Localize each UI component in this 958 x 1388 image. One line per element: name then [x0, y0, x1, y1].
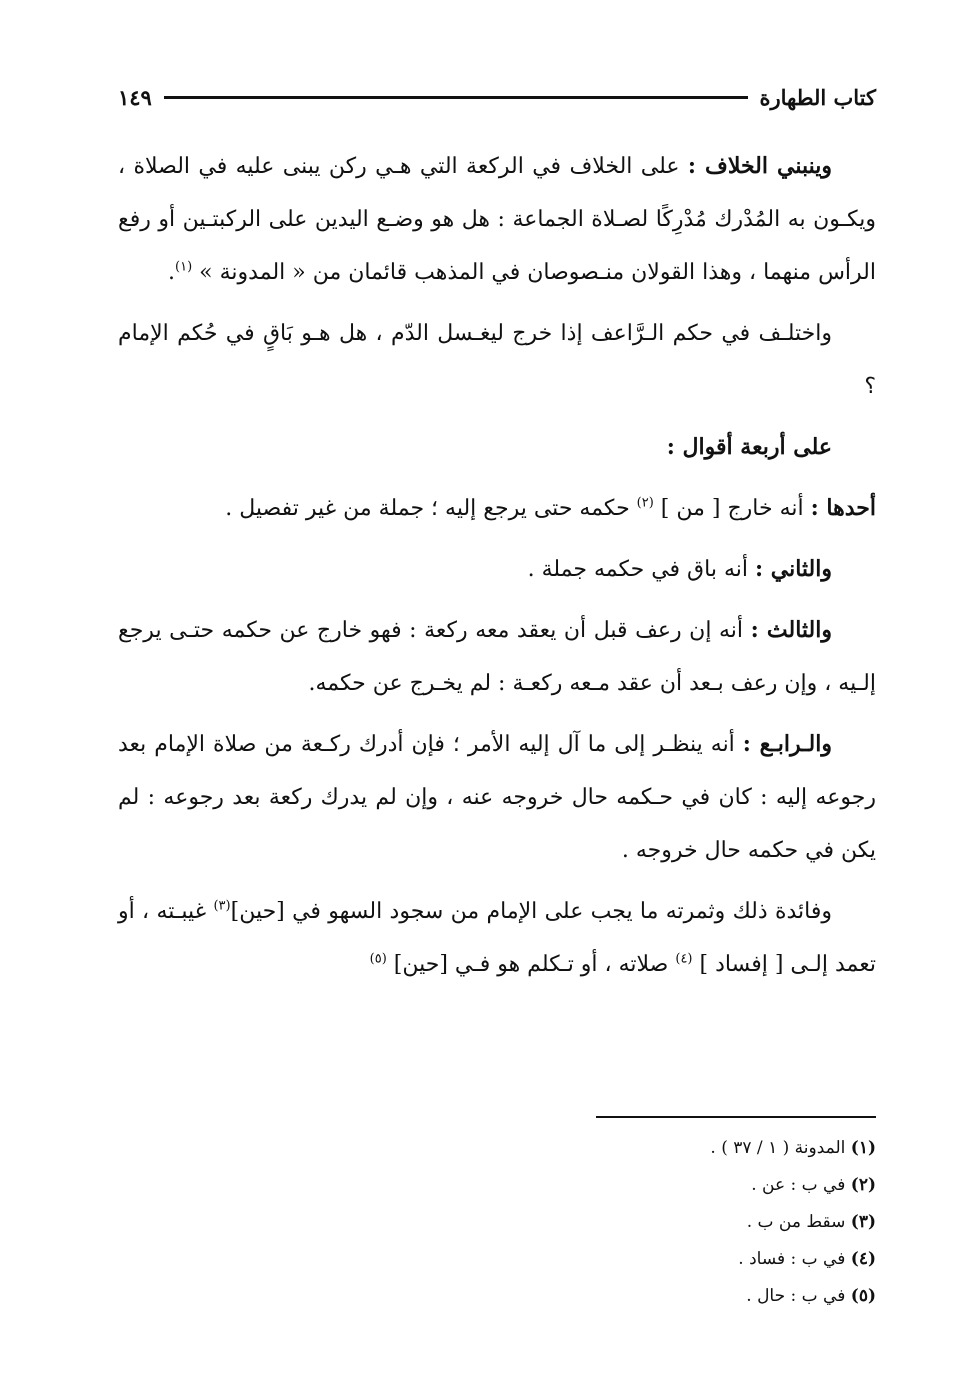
footnote-number: (١): [850, 1138, 876, 1158]
paragraph-text: واختلـف في حكم الـرَّاعف إذا خرج ليغـسل الدّم ، هل هـو بَاقٍ في حُكم الإمام ؟: [118, 321, 876, 399]
footnote-number: (٢): [850, 1175, 876, 1195]
footnote-text: في ب : حال .: [746, 1286, 851, 1306]
footnote-1: [118, 1130, 876, 1167]
paragraph-text: على الخلاف في الركعة التي هـي ركن يبنى عليه في الصلاة ، ويكـون به المُدْرك مُدْرِكًا لصـلاة الجماعة : هل هو وضـع اليدين على الركبتـين أو رفع الرأس منهما ، وهذا القولان منـصوصان في المذهب قائمان من « المدونة »: [118, 154, 876, 285]
paragraph-3: [118, 421, 876, 474]
paragraph-lead: والثالث :: [750, 617, 832, 643]
paragraph-text: وفائدة ذلك وثمرته ما يجب على الإمام من سجود السهو في [حين]: [230, 899, 832, 924]
paragraph-1: [118, 140, 876, 299]
paragraph-tail: حكمه حتى يرجع إليه ؛ جملة من غير تفصيل .: [225, 496, 637, 521]
paragraph-8: [118, 885, 876, 991]
paragraph-tail: صلاته ، أو تـكلم هو فـي [حين]: [386, 952, 676, 977]
paragraph-lead: أحدها :: [810, 495, 876, 521]
footnote-2: [118, 1167, 876, 1204]
paragraph-text: أنه خارج [ من ]: [653, 496, 811, 521]
paragraph-2: [118, 307, 876, 413]
paragraph-lead: والـرابـع :: [742, 731, 832, 757]
footnote-text: في ب : فساد .: [738, 1249, 851, 1269]
paragraph-4: [118, 482, 876, 535]
paragraph-lead: على أربعة أقوال :: [666, 434, 832, 460]
footnote-text: المدونة ( ١ / ٣٧ ) .: [710, 1138, 851, 1158]
footnote-number: (٥): [850, 1286, 876, 1306]
page-number: ١٤٩: [118, 84, 152, 110]
paragraph-tail: غيبـته ، أو تعمد إلـى [ إفساد ]: [118, 899, 876, 977]
footnote-ref: (٥): [369, 951, 387, 967]
header-rule: [164, 96, 748, 99]
footnote-5: [118, 1278, 876, 1315]
footnote-4: [118, 1241, 876, 1278]
paragraph-text: أنه باق في حكمه جملة .: [527, 557, 755, 582]
paragraph-text: أنه ينظـر إلى ما آل إليه الأمر ؛ فإن أدرك ركـعة من صلاة الإمام بعد رجوعه إليه : كان في حـكمه حال خروجه عنه ، وإن لم يدرك ركعة بعد رجوعه : لم يكن في حكمه حال خروجه .: [118, 732, 876, 863]
footnote-ref: (٤): [675, 951, 693, 967]
footnote-number: (٣): [850, 1212, 876, 1232]
body-text: [118, 140, 876, 999]
footnote-3: [118, 1204, 876, 1241]
running-header: [118, 82, 876, 112]
footnotes: [118, 1130, 876, 1315]
paragraph-tail: .: [168, 260, 176, 285]
paragraph-text: أنه إن رعف قبل أن يعقد معه ركعة : فهو خارج عن حكمه حتـى يرجع إلـيه ، وإن رعف بـعد أن عقد مـعه ركعـة : لم يخـرج عن حكمه.: [118, 618, 876, 696]
footnote-number: (٤): [850, 1249, 876, 1269]
footnote-ref: (٢): [636, 495, 654, 511]
paragraph-lead: والثاني :: [754, 556, 832, 582]
paragraph-7: [118, 718, 876, 877]
paragraph-6: [118, 604, 876, 710]
book-title: كتاب الطهارة: [759, 84, 876, 110]
paragraph-lead: وينبني الخلاف :: [687, 153, 833, 179]
footnote-ref: (١): [175, 259, 193, 275]
paragraph-5: [118, 543, 876, 596]
footnote-ref: (٣): [213, 898, 231, 914]
footnote-text: في ب : عن .: [751, 1175, 851, 1195]
footnote-separator: [596, 1116, 876, 1118]
footnote-text: سقط من ب .: [746, 1212, 851, 1232]
